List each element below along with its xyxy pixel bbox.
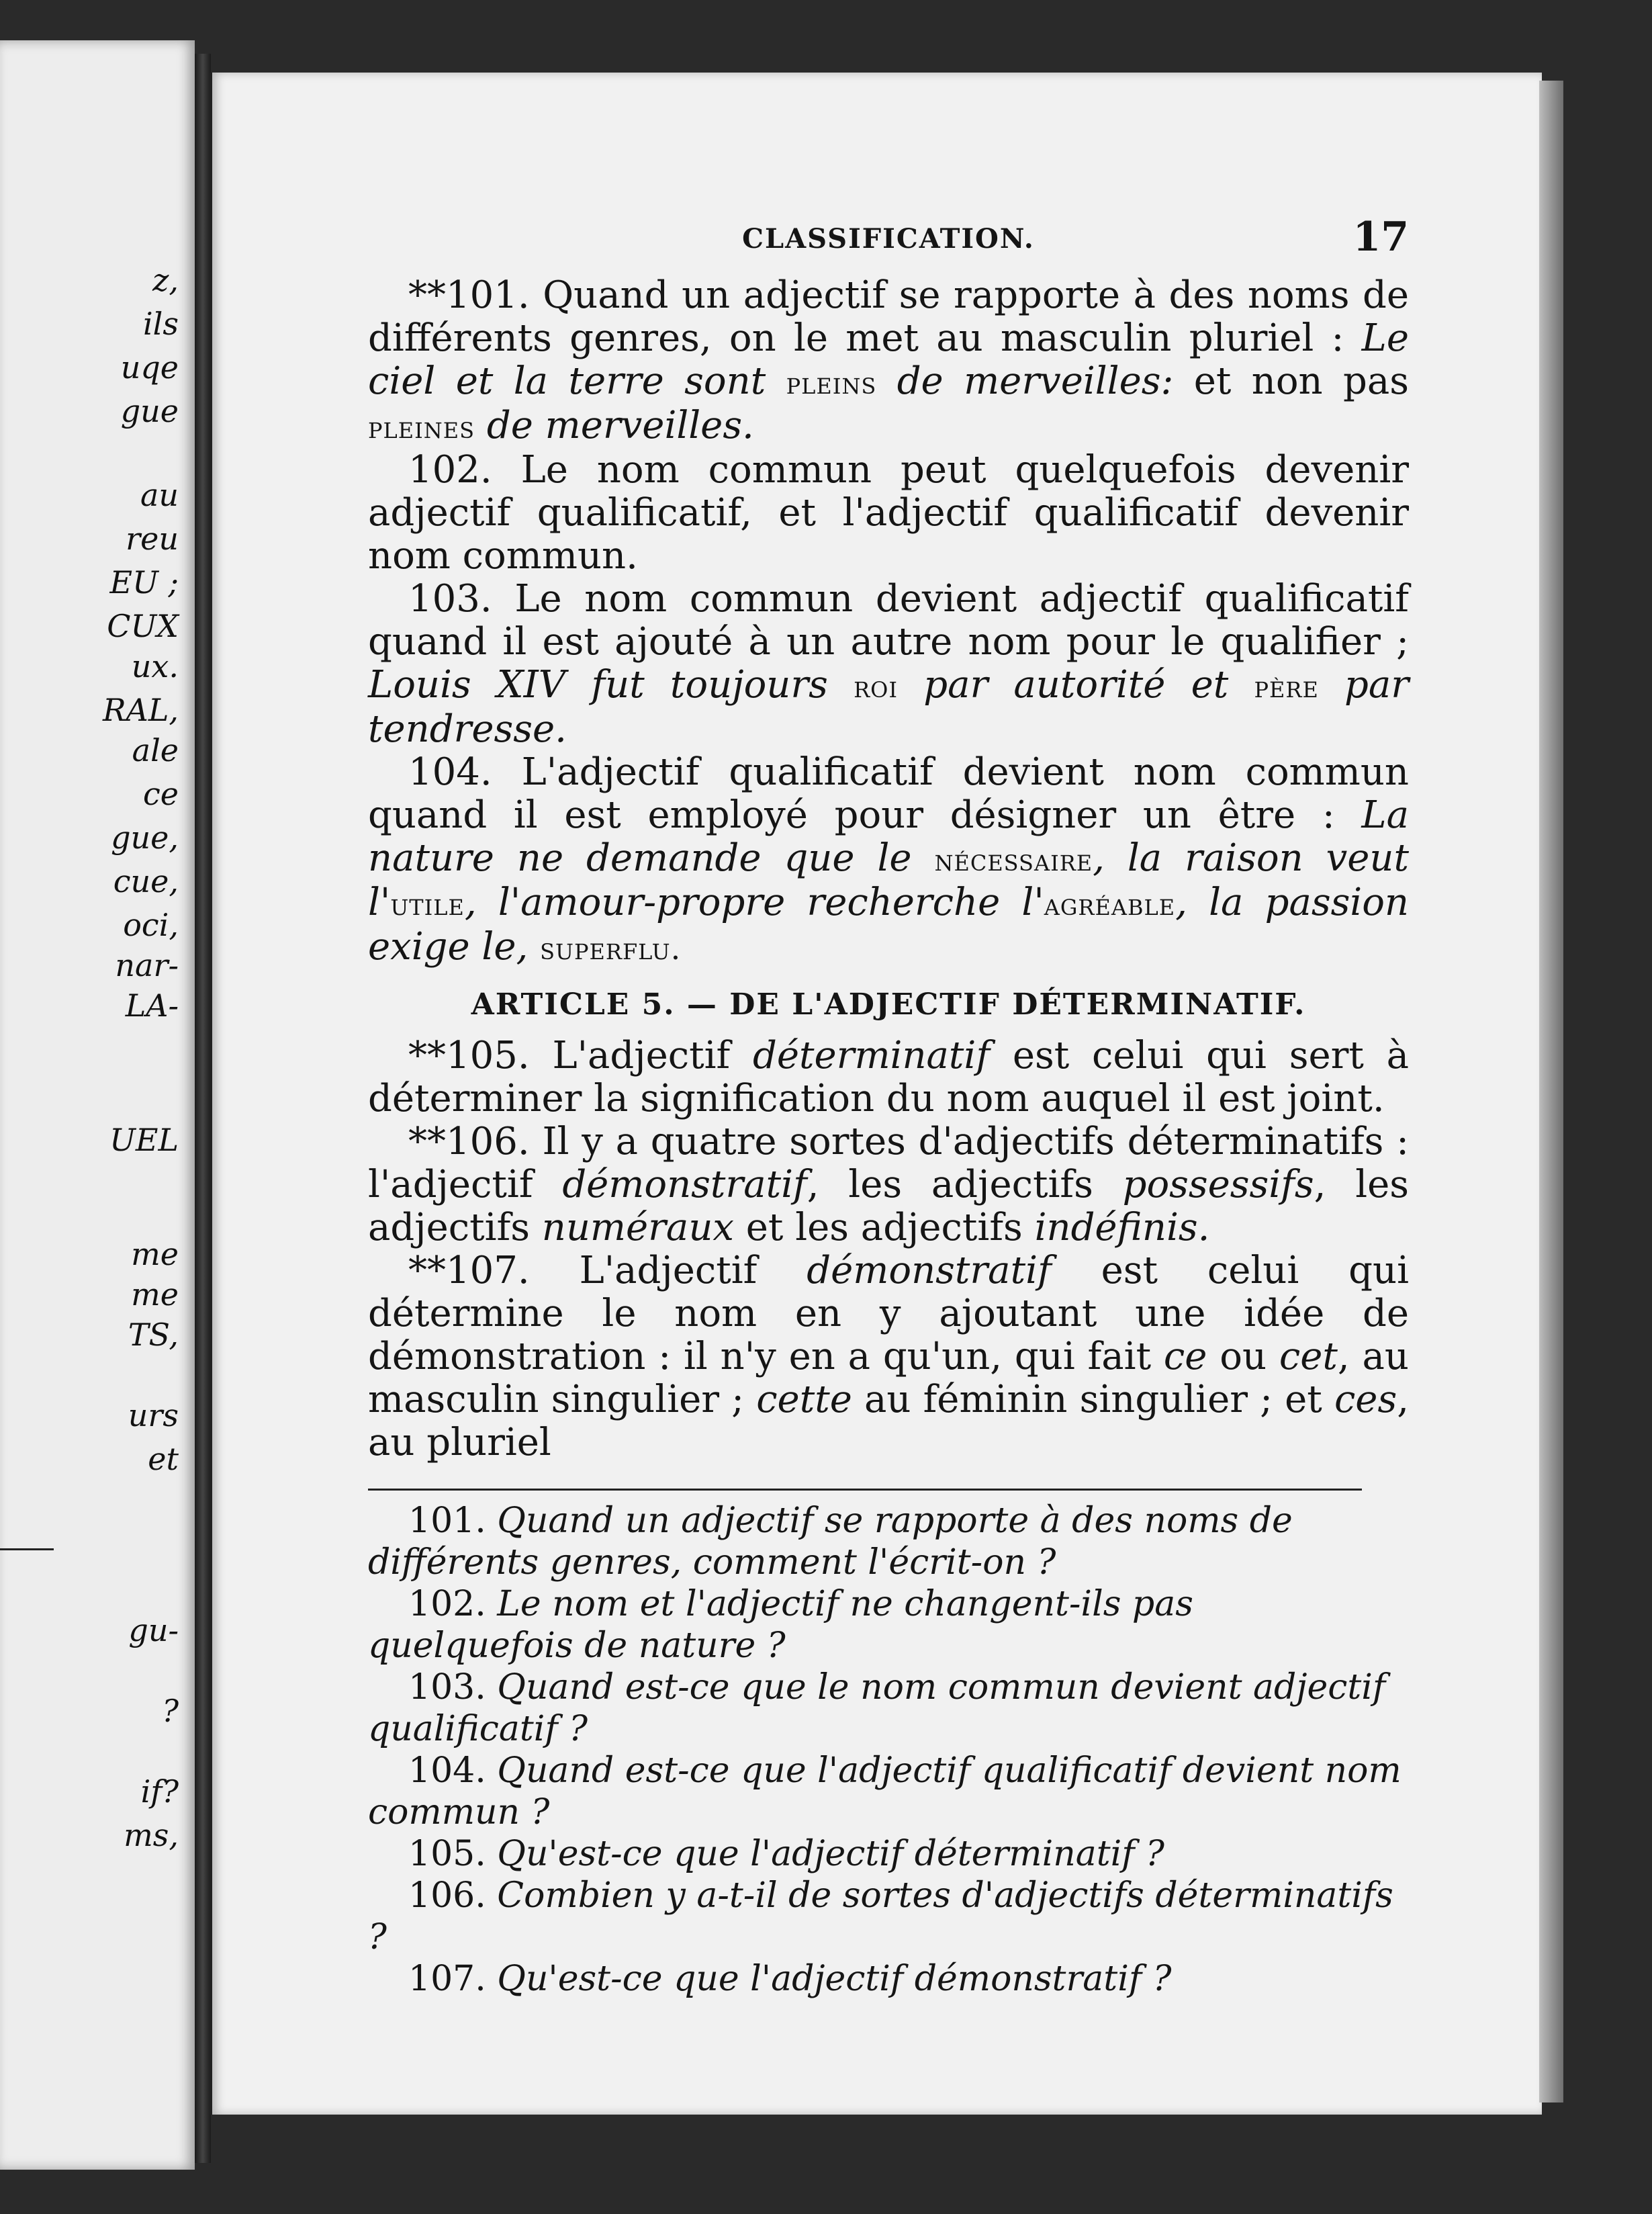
- left-text-fragment: ce: [143, 776, 179, 812]
- paragraph-text: , au masculin singulier ;: [368, 1335, 1409, 1421]
- left-text-fragment: urs: [128, 1397, 179, 1433]
- footnote-divider: [368, 1489, 1362, 1491]
- paragraph-number: 104.: [408, 750, 492, 794]
- question-number: 103.: [408, 1667, 486, 1708]
- paragraph-number: **107.: [408, 1249, 530, 1292]
- paragraph-text: et non pas: [1173, 359, 1409, 403]
- paragraph-number: **101.: [408, 273, 530, 317]
- term-italic: déterminatif: [753, 1034, 991, 1077]
- left-text-fragment: oci,: [123, 907, 179, 943]
- paragraph-text: est celui qui sert à déterminer la signification du nom auquel il est joint.: [368, 1034, 1410, 1120]
- example-smallcaps: utile: [390, 886, 465, 922]
- term-italic: indéfinis.: [1034, 1206, 1210, 1249]
- page-content: [368, 214, 1409, 2000]
- left-text-fragment: au: [140, 477, 179, 513]
- paragraph-107: [368, 1249, 1409, 1464]
- left-text-fragment: gue: [120, 393, 179, 429]
- question-101: [368, 1500, 1409, 1583]
- question-text: Qu'est-ce que l'adjectif démonstratif ?: [486, 1959, 1172, 1999]
- paragraph-number: **106.: [408, 1120, 530, 1163]
- term-italic: numéraux: [541, 1206, 734, 1249]
- left-text-fragment: ux.: [131, 648, 179, 684]
- question-number: 107.: [408, 1959, 486, 1999]
- paragraph-text: , les adjectifs: [807, 1163, 1123, 1206]
- paragraph-number: 102.: [408, 448, 492, 492]
- left-text-fragment: nar-: [115, 947, 179, 983]
- example-text: , la raison veut l': [368, 836, 1409, 924]
- article-heading: ARTICLE 5. — DE L'ADJECTIF DÉTERMINATIF.: [471, 987, 1306, 1022]
- paragraph-104: [368, 751, 1409, 970]
- example-text: par tendresse.: [368, 663, 1409, 751]
- left-text-fragment: UEL: [109, 1122, 179, 1158]
- paragraph-text: Il y a quatre sortes d'adjectifs déterminatifs : l'adjectif: [368, 1120, 1409, 1206]
- paragraph-text: L'adjectif: [529, 1034, 753, 1077]
- paragraph-number: 103.: [408, 577, 492, 621]
- left-text-fragment: reu: [126, 521, 179, 557]
- left-text-fragment: ale: [132, 732, 179, 768]
- left-text-fragment: if?: [140, 1773, 179, 1810]
- example-smallcaps: agréable: [1044, 886, 1176, 922]
- left-text-fragment: uqe: [120, 349, 179, 386]
- left-text-fragment: cue,: [113, 863, 179, 899]
- running-head: [368, 214, 1409, 274]
- left-text-fragment: ?: [162, 1693, 179, 1729]
- question-text: Combien y a-t-il de sortes d'adjectifs déterminatifs ?: [368, 1875, 1393, 1957]
- term-italic: possessifs: [1122, 1163, 1314, 1206]
- question-number: 102.: [408, 1584, 486, 1624]
- example-smallcaps: roi: [854, 668, 899, 705]
- left-text-fragment: me: [131, 1276, 179, 1313]
- left-text-fragment: gue,: [111, 820, 179, 856]
- left-text-fragment: ils: [142, 306, 179, 342]
- example-text: Louis XIV fut toujours: [368, 663, 854, 707]
- paragraph-101: [368, 274, 1409, 449]
- example-text: de merveilles.: [475, 404, 754, 447]
- left-text-fragment: z,: [152, 262, 179, 298]
- question-number: 105.: [408, 1834, 486, 1874]
- paragraph-text: , les adjectifs: [368, 1163, 1409, 1249]
- term-italic: démonstratif: [807, 1249, 1052, 1292]
- paragraph-text: , au pluriel: [368, 1378, 1409, 1464]
- paragraph-text: Quand un adjectif se rapporte à des noms de différents genres, on le met au masculin pluriel :: [368, 273, 1409, 360]
- left-text-fragment: EU ;: [109, 564, 179, 601]
- example-text: , l'amour-propre recherche l': [464, 881, 1044, 924]
- term-italic: cet: [1279, 1335, 1338, 1378]
- left-text-fragment: RAL,: [102, 692, 179, 728]
- book-page: [210, 73, 1542, 2115]
- paragraph-text: Le nom commun devient adjectif qualificatif quand il est ajouté à un autre nom pour le qualifier ;: [368, 577, 1409, 664]
- paragraph-text: L'adjectif: [529, 1249, 807, 1292]
- review-questions: [368, 1500, 1409, 2000]
- question-text: Quand est-ce que l'adjectif qualificatif devient nom commun ?: [368, 1751, 1402, 1832]
- example-smallcaps: superflu.: [540, 930, 682, 967]
- paragraph-text: au féminin singulier ; et: [852, 1378, 1334, 1421]
- left-text-fragment: LA-: [125, 987, 179, 1024]
- question-105: [368, 1833, 1409, 1875]
- paragraph-text: et les adjectifs: [733, 1206, 1035, 1249]
- left-divider-rule: [0, 1548, 54, 1550]
- paragraph-102: [368, 449, 1409, 578]
- question-text: Le nom et l'adjectif ne changent-ils pas quelquefois de nature ?: [368, 1584, 1193, 1666]
- example-smallcaps: pleines: [368, 409, 475, 445]
- left-text-fragment: TS,: [128, 1317, 179, 1353]
- term-italic: ces: [1334, 1378, 1397, 1421]
- question-106: [368, 1875, 1409, 1958]
- term-italic: démonstratif: [562, 1163, 807, 1206]
- term-italic: cette: [756, 1378, 852, 1421]
- example-text: La nature ne demande que le: [368, 793, 1409, 880]
- question-number: 106.: [408, 1875, 486, 1916]
- example-text: Le ciel et la terre sont: [368, 316, 1409, 403]
- example-text: , la passion exige le,: [368, 881, 1409, 969]
- paragraph-text: ou: [1207, 1335, 1279, 1378]
- paragraph-text: L'adjectif qualificatif devient nom commun quand il est employé pour désigner un être :: [368, 750, 1409, 837]
- example-text: par autorité et: [898, 663, 1254, 707]
- book-gutter: [195, 54, 211, 2163]
- left-text-fragment: gu-: [128, 1612, 179, 1648]
- left-text-fragment: me: [131, 1236, 179, 1272]
- example-smallcaps: père: [1254, 668, 1319, 705]
- left-text-fragment: et: [148, 1441, 179, 1477]
- paragraph-106: [368, 1120, 1409, 1249]
- term-italic: ce: [1163, 1335, 1207, 1378]
- question-number: 104.: [408, 1751, 486, 1791]
- question-text: Quand un adjectif se rapporte à des noms de différents genres, comment l'écrit-on ?: [368, 1501, 1293, 1583]
- question-text: Quand est-ce que le nom commun devient adjectif qualificatif ?: [368, 1667, 1386, 1749]
- example-text: de merveilles:: [876, 359, 1174, 403]
- page-edge: [1539, 81, 1563, 2102]
- paragraph-text: Le nom commun peut quelquefois devenir adjectif qualificatif, et l'adjectif qualificatif devenir nom commun.: [368, 448, 1409, 578]
- left-page-fragment: [0, 40, 195, 2170]
- paragraph-103: [368, 578, 1409, 751]
- running-title: CLASSIFICATION.: [742, 223, 1035, 255]
- page-number: 17: [1352, 214, 1409, 261]
- paragraph-text: est celui qui détermine le nom en y ajoutant une idée de démonstration : il n'y en a qu'un, qui fait: [368, 1249, 1409, 1378]
- example-smallcaps: nécessaire: [934, 842, 1093, 878]
- question-102: [368, 1583, 1409, 1667]
- question-104: [368, 1750, 1409, 1833]
- question-107: [368, 1958, 1409, 2000]
- left-text-fragment: ms,: [124, 1817, 179, 1853]
- question-text: Qu'est-ce que l'adjectif déterminatif ?: [486, 1834, 1164, 1874]
- question-number: 101.: [408, 1501, 486, 1541]
- left-text-fragment: CUX: [107, 608, 179, 644]
- paragraph-number: **105.: [408, 1034, 530, 1077]
- paragraph-105: [368, 1034, 1409, 1120]
- example-smallcaps: pleins: [786, 365, 877, 401]
- question-103: [368, 1667, 1409, 1750]
